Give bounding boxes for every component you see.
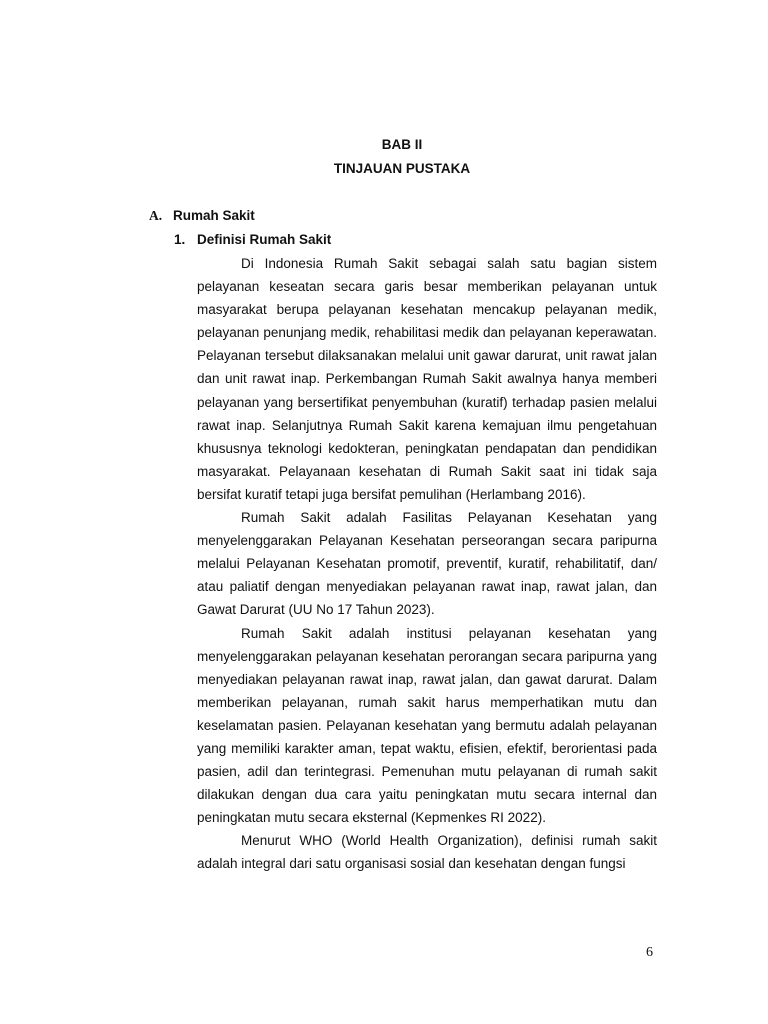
- section-heading: [149, 207, 255, 225]
- section-title: Rumah Sakit: [173, 208, 255, 223]
- paragraph: Di Indonesia Rumah Sakit sebagai salah satu bagian sistem pelayanan keseatan secara garis besar memberikan pelayanan untuk masyarakat berupa pelayanan kesehatan mencakup pelayanan medik, pelayanan penunjang medik, rehabilitasi medik dan pelayanan keperawatan. Pelayanan tersebut dilaksanakan melalui unit gawar darurat, unit rawat jalan dan unit rawat inap. Perkembangan Rumah Sakit awalnya hanya memberi pelayanan yang bersertifikat penyembuhan (kuratif) terhadap pasien melalui rawat inap. Selanjutnya Rumah Sakit karena kemajuan ilmu pengetahuan khususnya teknologi kedokteran, peningkatan pendapatan dan pendidikan masyarakat. Pelayanaan kesehatan di Rumah Sakit saat ini tidak saja bersifat kuratif tetapi juga bersifat pemulihan (Herlambang 2016).: [197, 256, 657, 502]
- page-number: 6: [646, 945, 653, 960]
- body-text: [197, 252, 657, 876]
- section-letter: A.: [149, 208, 163, 223]
- subsection-title: Definisi Rumah Sakit: [197, 232, 332, 247]
- paragraph: Rumah Sakit adalah Fasilitas Pelayanan Kesehatan yang menyelenggarakan Pelayanan Kesehatan perseorangan secara paripurna melalui Pelayanan Kesehatan promotif, preventif, kuratif, rehabilitatif, dan/ atau paliatif dengan menyediakan pelayanan rawat inap, rawat jalan, dan Gawat Darurat (UU No 17 Tahun 2023).: [197, 510, 657, 618]
- subsection-heading: [174, 231, 331, 249]
- paragraph: Rumah Sakit adalah institusi pelayanan kesehatan yang menyelenggarakan pelayanan kesehatan perorangan secara paripurna yang menyediakan pelayanan rawat inap, rawat jalan, dan gawat darurat. Dalam memberikan pelayanan, rumah sakit harus memperhatikan mutu dan keselamatan pasien. Pelayanan kesehatan yang bermutu adalah pelayanan yang memiliki karakter aman, tepat waktu, efisien, efektif, berorientasi pada pasien, adil dan terintegrasi. Pemenuhan mutu pelayanan di rumah sakit dilakukan dengan dua cara yaitu peningkatan mutu secara internal dan peningkatan mutu secara eksternal (Kepmenkes RI 2022).: [197, 625, 657, 826]
- subsection-number: 1.: [174, 232, 186, 247]
- chapter-number: BAB II: [381, 137, 423, 152]
- chapter-title: TINJAUAN PUSTAKA: [333, 161, 471, 176]
- paragraph: Menurut WHO (World Health Organization), definisi rumah sakit adalah integral dari satu organisasi sosial dan kesehatan dengan fungsi: [197, 833, 657, 872]
